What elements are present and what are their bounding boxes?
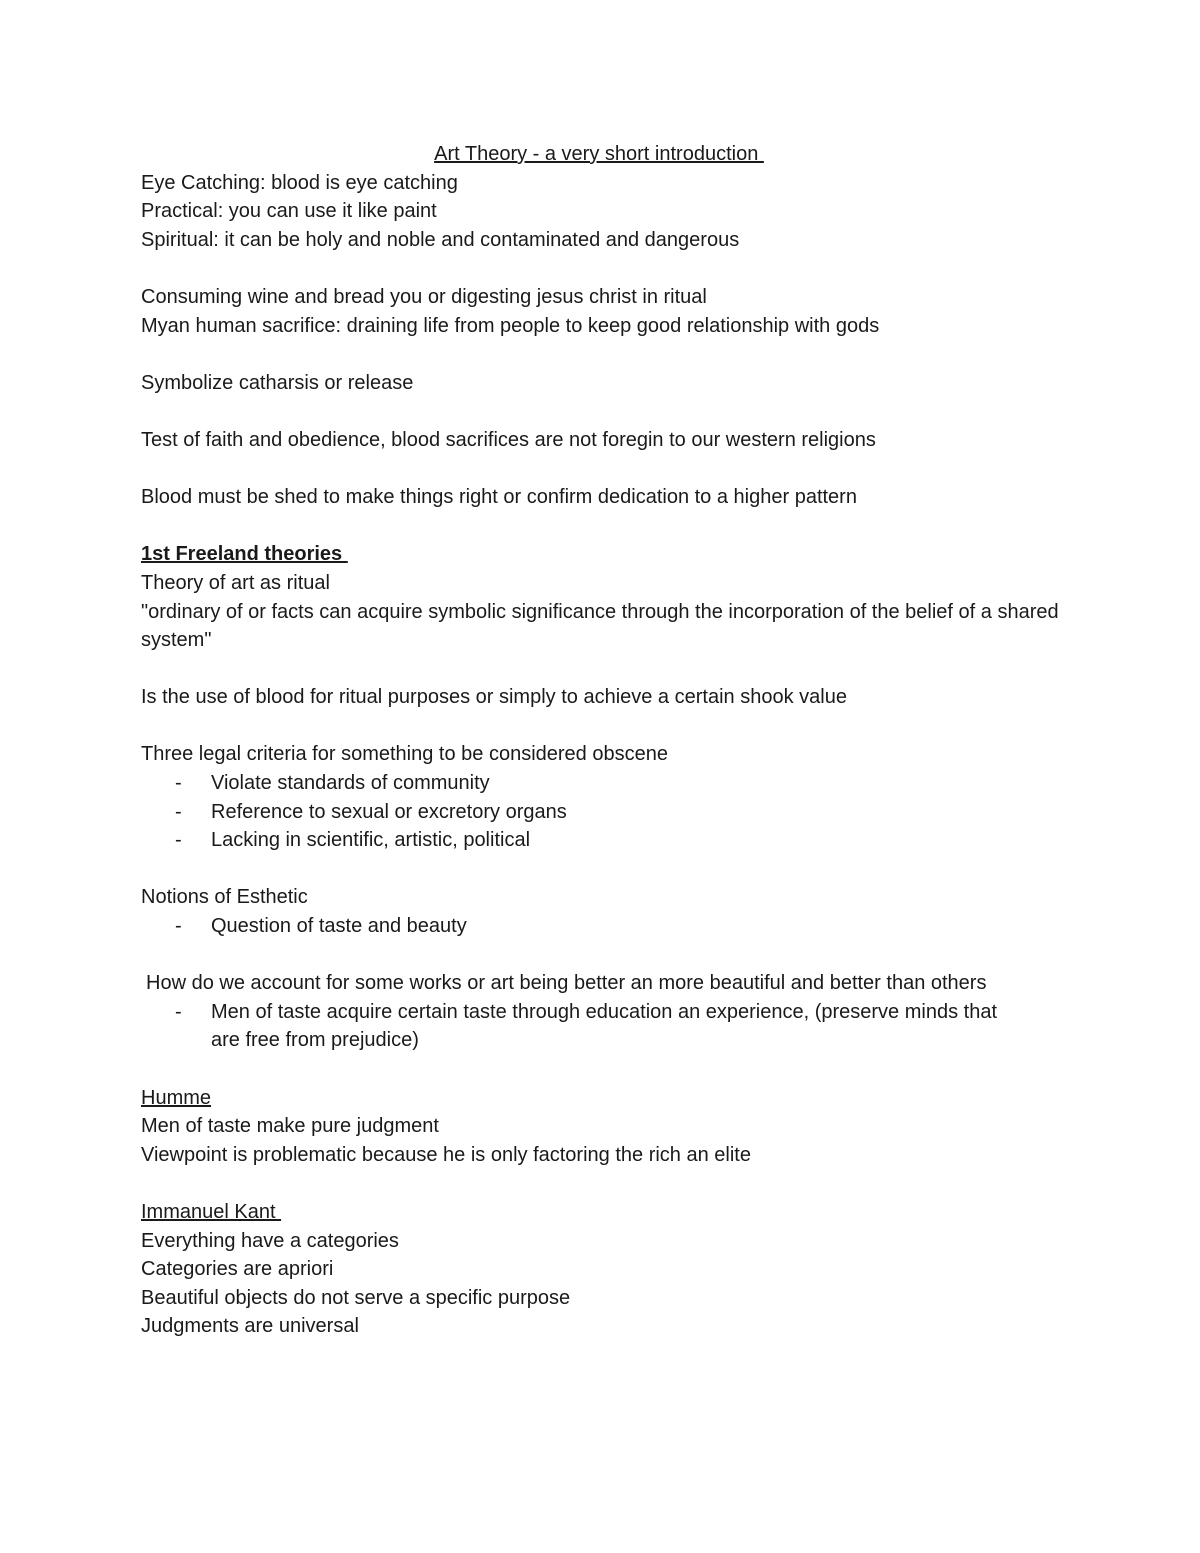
freeland-heading: 1st Freeland theories — [141, 543, 348, 566]
list-item — [141, 769, 1081, 798]
humme-heading: Humme — [141, 1086, 212, 1109]
obscene-intro: Three legal criteria for something to be considered obscene — [141, 743, 668, 766]
document-title: Art Theory - a very short introduction — [434, 143, 764, 165]
account-intro: How do we account for some works or art being better an more beautiful and better than others — [146, 972, 987, 995]
spacer — [141, 1169, 1081, 1198]
text-line: Symbolize catharsis or release — [141, 371, 414, 394]
spacer — [141, 512, 1081, 541]
text-line: Eye Catching: blood is eye catching — [141, 171, 458, 194]
text-line: Categories are apriori — [141, 1258, 334, 1281]
list-item-text: Lacking in scientific, artistic, political — [211, 829, 531, 852]
text-line: Blood must be shed to make things right or confirm dedication to a higher pattern — [141, 486, 857, 509]
spacer — [141, 1055, 1081, 1084]
list-item-text: Question of taste and beauty — [211, 915, 467, 938]
document-page — [141, 140, 1081, 1341]
text-line: Men of taste make pure judgment — [141, 1115, 439, 1138]
text-line: Everything have a categories — [141, 1229, 399, 1252]
spacer — [141, 941, 1081, 970]
list-item-text: Reference to sexual or excretory organs — [211, 800, 567, 823]
text-line: Is the use of blood for ritual purposes or simply to achieve a certain shook value — [141, 686, 847, 709]
text-line: Myan human sacrifice: draining life from people to keep good relationship with gods — [141, 314, 880, 337]
text-line: Judgments are universal — [141, 1315, 359, 1338]
list-item — [141, 912, 1081, 941]
list-item — [141, 998, 1021, 1055]
bullet-dash: - — [175, 829, 182, 852]
list-item-text: Men of taste acquire certain taste through education an experience, (preserve minds that are free from prejudice) — [211, 1000, 998, 1052]
list-item-text: Violate standards of community — [211, 772, 490, 795]
spacer — [141, 397, 1081, 426]
text-line: Theory of art as ritual — [141, 571, 330, 594]
spacer — [141, 340, 1081, 369]
text-line: Viewpoint is problematic because he is only factoring the rich an elite — [141, 1143, 751, 1166]
list-item — [141, 798, 1081, 827]
list-item — [141, 826, 1081, 855]
spacer — [141, 254, 1081, 283]
text-line: Consuming wine and bread you or digesting jesus christ in ritual — [141, 285, 707, 308]
text-line: Spiritual: it can be holy and noble and contaminated and dangerous — [141, 228, 740, 251]
bullet-dash: - — [175, 1000, 182, 1023]
text-line: Beautiful objects do not serve a specific purpose — [141, 1286, 571, 1309]
spacer — [141, 712, 1081, 741]
bullet-dash: - — [175, 800, 182, 823]
bullet-dash: - — [175, 915, 182, 938]
freeland-quote: "ordinary of or facts can acquire symbolic significance through the incorporation of the belief of a shared system" — [141, 600, 1065, 652]
esthetic-intro: Notions of Esthetic — [141, 886, 308, 909]
text-line: Test of faith and obedience, blood sacrifices are not foregin to our western religions — [141, 428, 876, 451]
kant-heading: Immanuel Kant — [141, 1200, 282, 1223]
spacer — [141, 455, 1081, 484]
spacer — [141, 855, 1081, 884]
spacer — [141, 655, 1081, 684]
bullet-dash: - — [175, 772, 182, 795]
text-line: Practical: you can use it like paint — [141, 200, 437, 223]
